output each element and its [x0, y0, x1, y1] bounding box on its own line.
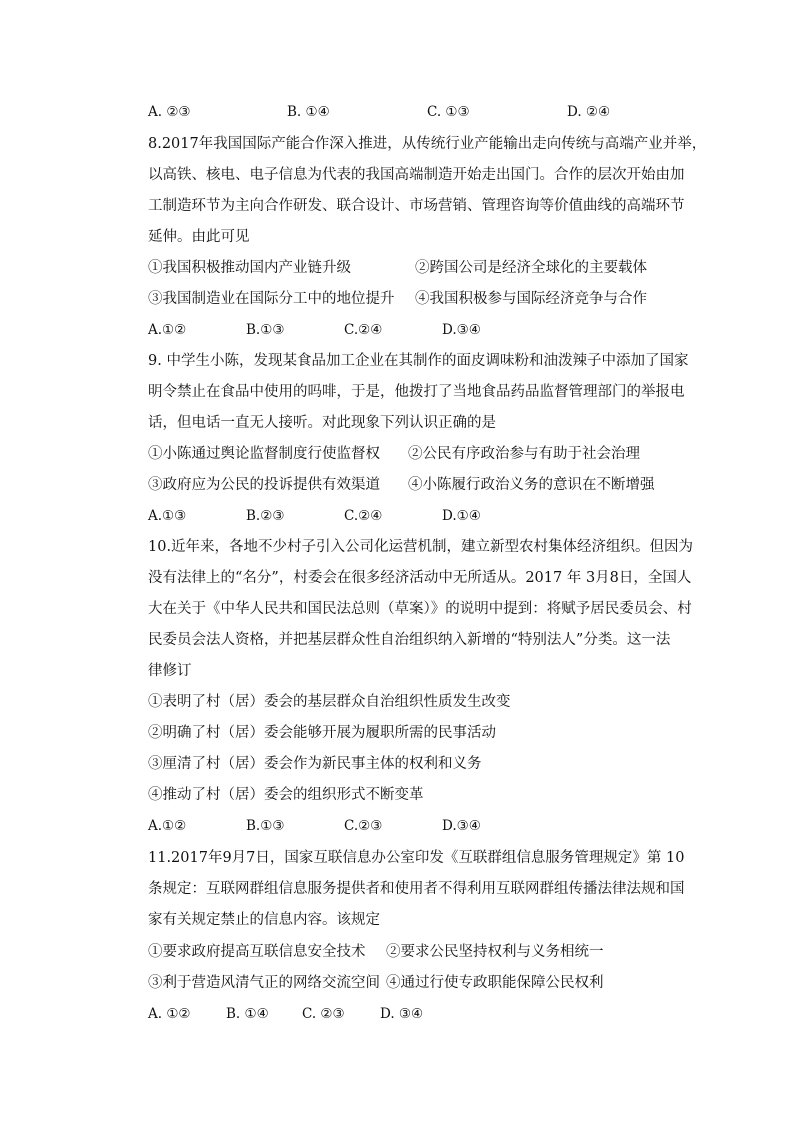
- q10-item-2: ②明确了村（居）委会能够开展为履职所需的民事活动: [148, 725, 496, 741]
- q10-option-b: B.①③: [246, 818, 285, 834]
- q9-item-3: ③政府应为公民的投诉提供有效渠道: [148, 477, 380, 493]
- q9-item-1: ①小陈通过舆论监督制度行使监督权: [148, 446, 380, 462]
- prev-option-b: B. ①④: [287, 104, 330, 120]
- q9-stem-line: 9. 中学生小陈，发现某食品加工企业在其制作的面皮调味粉和油泼辣子中添加了国家: [148, 353, 689, 369]
- q8-stem-line: 8.2017年我国国际产能合作深入推进，从传统行业产能输出走向传统与高端产业并举，: [148, 136, 707, 152]
- q8-item-4: ④我国积极参与国际经济竞争与合作: [415, 291, 647, 307]
- q9-option-a: A.①③: [148, 508, 187, 524]
- q8-item-3: ③我国制造业在国际分工中的地位提升: [148, 291, 395, 307]
- q9-item-4: ④小陈履行政治义务的意识在不断增强: [408, 477, 655, 493]
- q10-stem-line: 10.近年来，各地不少村子引入公司化运营机制，建立新型农村集体经济组织。但因为: [148, 539, 694, 555]
- q9-stem-line: 明令禁止在食品中使用的吗啡，于是，他拨打了当地食品药品监督管理部门的举报电: [148, 384, 685, 400]
- q10-stem-line: 民委员会法人资格，并把基层群众性自治组织纳入新增的“特别法人”分类。这一法: [148, 632, 671, 648]
- q8-item-2: ②跨国公司是经济全球化的主要载体: [415, 260, 647, 276]
- q11-item-3: ③利于营造风清气正的网络交流空间: [148, 975, 380, 991]
- q10-option-d: D.③④: [442, 818, 481, 834]
- q9-option-c: C.②④: [344, 508, 383, 524]
- q11-option-c: C. ②③: [302, 1006, 345, 1022]
- q10-option-c: C.②③: [344, 818, 383, 834]
- prev-option-a: A. ②③: [148, 104, 191, 120]
- q8-stem-line: 延伸。由此可见: [148, 229, 250, 245]
- q10-item-4: ④推动了村（居）委会的组织形式不断变革: [148, 787, 424, 803]
- q10-stem-line: 大在关于《中华人民共和国民法总则（草案）》的说明中提到：将赋予居民委员会、村: [148, 601, 692, 617]
- prev-option-c: C. ①③: [427, 104, 470, 120]
- q11-item-1: ①要求政府提高互联信息安全技术: [148, 944, 366, 960]
- q9-item-2: ②公民有序政治参与有助于社会治理: [408, 446, 640, 462]
- q11-option-d: D. ③④: [380, 1006, 424, 1022]
- q10-item-3: ③厘清了村（居）委会作为新民事主体的权利和义务: [148, 756, 482, 772]
- q10-option-a: A.①②: [148, 818, 187, 834]
- q9-option-d: D.①④: [442, 508, 481, 524]
- q10-stem-line: 没有法律上的“名分”，村委会在很多经济活动中无所适从。2017 年 3月8日，全国人: [148, 570, 692, 586]
- prev-option-d: D. ②④: [567, 104, 611, 120]
- q11-option-a: A. ①②: [148, 1006, 191, 1022]
- q11-stem-line: 家有关规定禁止的信息内容。该规定: [148, 912, 380, 928]
- q8-option-c: C.②④: [344, 322, 383, 338]
- q11-stem-line: 11.2017年9月7日，国家互联信息办公室印发《互联群组信息服务管理规定》第 10: [148, 850, 685, 866]
- q8-stem-line: 以高铁、核电、电子信息为代表的我国高端制造开始走出国门。合作的层次开始由加: [148, 167, 685, 183]
- q9-option-b: B.②③: [246, 508, 285, 524]
- q11-stem-line: 条规定：互联网群组信息服务提供者和使用者不得利用互联网群组传播法律法规和国: [148, 881, 685, 897]
- q11-item-4: ④通过行使专政职能保障公民权利: [386, 975, 604, 991]
- q9-stem-line: 话，但电话一直无人接听。对此现象下列认识正确的是: [148, 415, 496, 431]
- q8-option-b: B.①③: [246, 322, 285, 338]
- q11-item-2: ②要求公民坚持权利与义务相统一: [386, 944, 604, 960]
- q10-stem-line: 律修订: [148, 663, 192, 679]
- q8-stem-line: 工制造环节为主向合作研发、联合设计、市场营销、管理咨询等价值曲线的高端环节: [148, 198, 685, 214]
- q8-option-a: A.①②: [148, 322, 187, 338]
- q11-option-b: B. ①④: [226, 1006, 269, 1022]
- q8-item-1: ①我国积极推动国内产业链升级: [148, 260, 351, 276]
- q10-item-1: ①表明了村（居）委会的基层群众自治组织性质发生改变: [148, 694, 511, 710]
- q8-option-d: D.③④: [442, 322, 481, 338]
